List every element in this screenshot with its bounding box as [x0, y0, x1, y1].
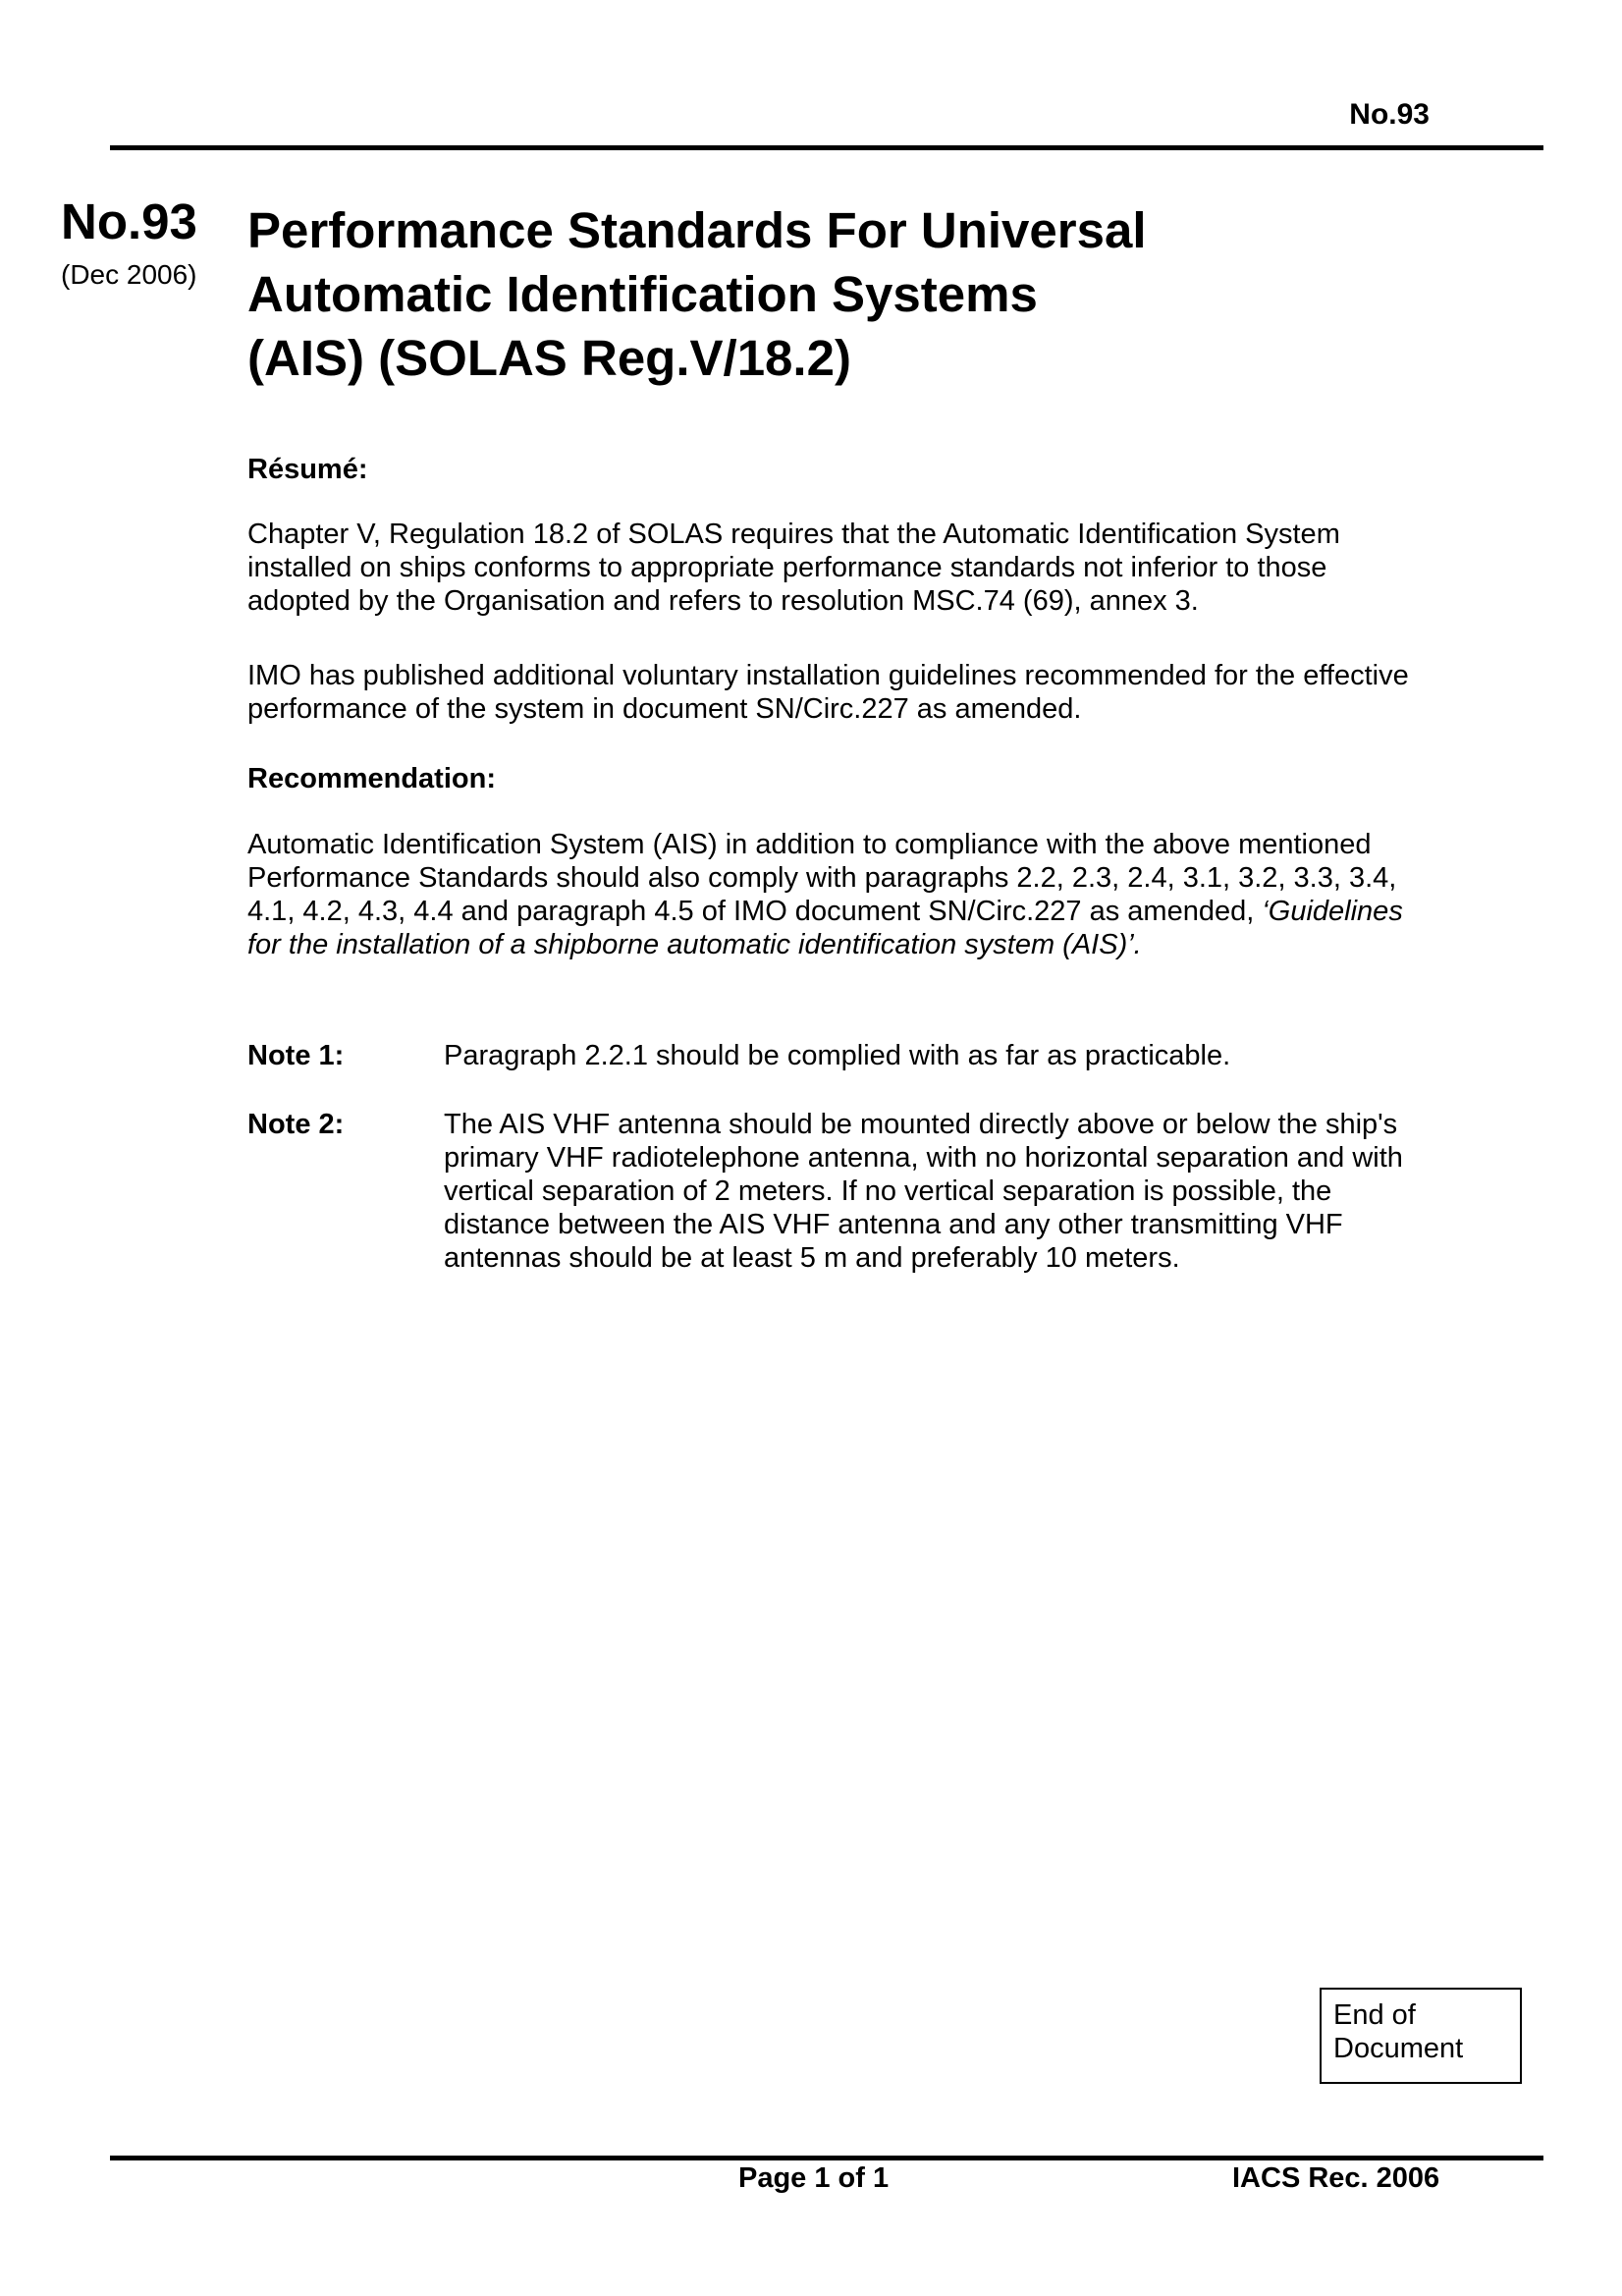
title-line: Automatic Identification Systems [247, 266, 1038, 322]
title-line: (AIS) (SOLAS Reg.V/18.2) [247, 330, 851, 386]
text-line: Chapter V, Regulation 18.2 of SOLAS requires that the Automatic Identification System [247, 519, 1340, 550]
text-line: IMO has published additional voluntary installation guidelines recommended for the effective [247, 660, 1409, 691]
page-title [247, 198, 1347, 390]
text-line: antennas should be at least 5 m and preferably 10 meters. [444, 1242, 1180, 1274]
footer-divider [110, 2156, 1543, 2160]
note-2-label: Note 2: [247, 1109, 345, 1140]
text-line: performance of the system in document SN/Circ.227 as amended. [247, 693, 1082, 725]
text-line: primary VHF radiotelephone antenna, with no horizontal separation and with [444, 1142, 1403, 1174]
header-doc-number: No.93 [1349, 98, 1430, 131]
resume-paragraph-1 [247, 518, 1475, 618]
resume-paragraph-2 [247, 659, 1475, 726]
text-line: Paragraph 2.2.1 should be complied with as far as practicable. [444, 1040, 1231, 1071]
text-line: distance between the AIS VHF antenna and any other transmitting VHF [444, 1209, 1343, 1240]
note-1-text [444, 1039, 1494, 1072]
recommendation-heading: Recommendation: [247, 763, 496, 794]
text-span: 4.1, 4.2, 4.3, 4.4 and paragraph 4.5 of IMO document SN/Circ.227 as amended, [247, 896, 1263, 927]
footer-reference: IACS Rec. 2006 [1232, 2162, 1440, 2194]
end-box-line: Document [1333, 2033, 1464, 2064]
recommendation-paragraph [247, 828, 1475, 961]
note-2-text [444, 1108, 1494, 1275]
text-line: adopted by the Organisation and refers to resolution MSC.74 (69), annex 3. [247, 585, 1199, 617]
guidelines-title-start: ‘Guidelines [1262, 896, 1403, 927]
recommendation-number: No.93 [61, 193, 197, 249]
header-divider [110, 145, 1543, 150]
resume-heading: Résumé: [247, 454, 368, 485]
end-of-document-box [1320, 1988, 1522, 2084]
end-box-line: End of [1333, 1999, 1416, 2031]
guidelines-title-end: for the installation of a shipborne automatic identification system (AIS)’. [247, 929, 1142, 960]
text-line: Automatic Identification System (AIS) in addition to compliance with the above mentioned [247, 829, 1372, 860]
text-line: installed on ships conforms to appropriate performance standards not inferior to those [247, 552, 1327, 583]
text-line [247, 895, 1475, 928]
note-1-label: Note 1: [247, 1040, 345, 1071]
page-number: Page 1 of 1 [738, 2162, 890, 2194]
text-line: The AIS VHF antenna should be mounted directly above or below the ship's [444, 1109, 1398, 1140]
text-line: vertical separation of 2 meters. If no vertical separation is possible, the [444, 1175, 1332, 1207]
recommendation-date: (Dec 2006) [61, 259, 197, 290]
text-line: Performance Standards should also comply with paragraphs 2.2, 2.3, 2.4, 3.1, 3.2, 3.3, 3.4, [247, 862, 1397, 894]
title-line: Performance Standards For Universal [247, 202, 1147, 258]
